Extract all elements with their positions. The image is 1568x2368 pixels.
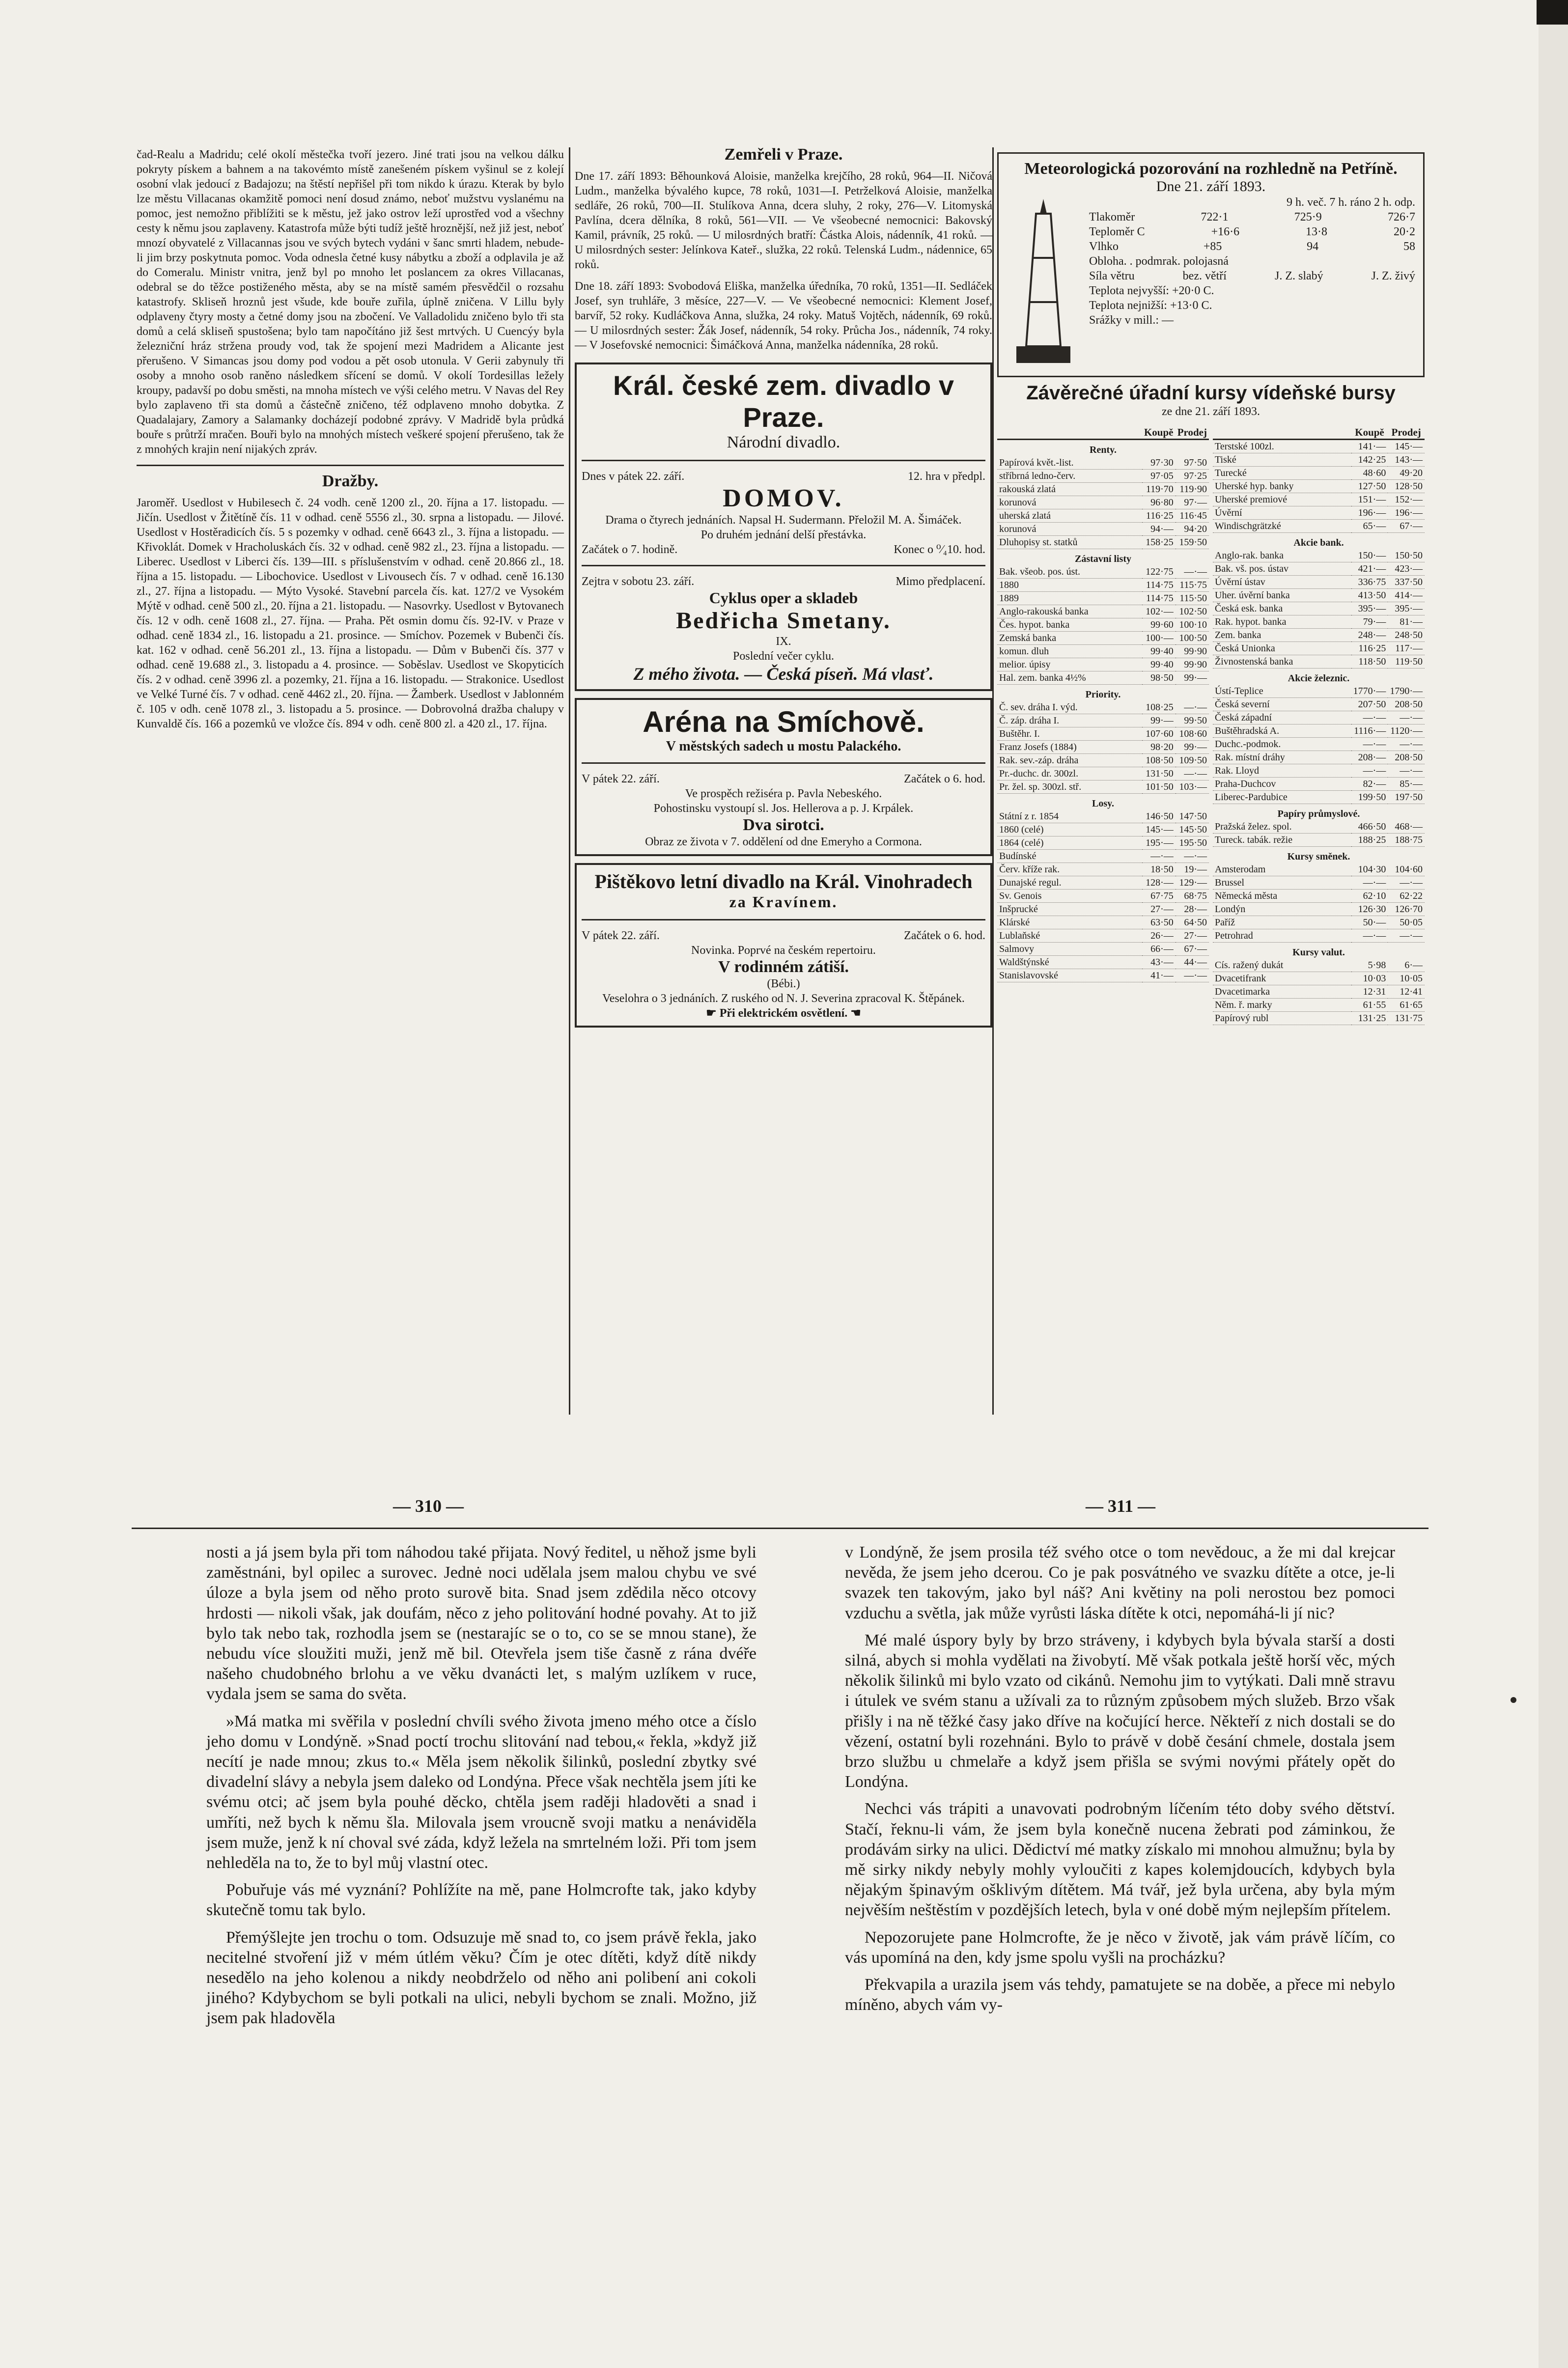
divadlo-sub2: Mimo předplacení. — [896, 575, 985, 588]
divadlo-roman: IX. — [776, 635, 791, 648]
bursa-row: Windischgrätzké 65·— 67·— — [1213, 520, 1425, 533]
divadlo-desc1: Drama o čtyrech jednáních. Napsal H. Sudermann. Přeložil M. A. Šimáček. — [605, 514, 962, 527]
pistek-date: V pátek 22. září. — [582, 929, 660, 942]
pistek-light-text: Při elektrickém osvětlení. — [719, 1007, 848, 1020]
bursa-row: Klárské 63·50 64·50 — [997, 916, 1209, 929]
bursa-row: Rak. sev.-záp. dráha 108·50 109·50 — [997, 754, 1209, 767]
bursa-row: Budínské —·— —·— — [997, 850, 1209, 863]
bursa-row: Uherské hyp. banky 127·50 128·50 — [1213, 480, 1425, 493]
divadlo-subtitle: Národní divadlo. — [727, 433, 840, 451]
bursa-section-heading: Zástavní listy — [1074, 554, 1132, 564]
bursa-row: Č. záp. dráha I. 99·— 99·50 — [997, 714, 1209, 727]
pistek-start: Začátek o 6. hod. — [904, 929, 985, 942]
novel-paragraph: v Londýně, že jsem prosila též svého otce o tom nevědouc, a že mi dal krejcar nevěda, že jsem jeho dcerou. Co je pak posvátného ve svazku dítěte a otce, je-li svazek ten takovým, jako byl náš? Ani květiny na poli nerostou bez pomoci vzduchu a světla, jak může vyrůsti láska dítěte k otci, nepomáhá-li jí nic? — [845, 1543, 1395, 1622]
bursa-row: Česká Unionka 116·25 117·— — [1213, 642, 1425, 655]
bursa-row: Paříž 50·— 50·05 — [1213, 916, 1425, 929]
bursa-section-heading: Renty. — [1090, 445, 1117, 455]
bursa-row: Rak. Lloyd —·— —·— — [1213, 764, 1425, 778]
bursa-row: komun. dluh 99·40 99·90 — [997, 645, 1209, 658]
divadlo-end1: Konec o ⁰⁄₄10. hod. — [894, 543, 985, 556]
bursa-row: 1864 (celé) 195·— 195·50 — [997, 836, 1209, 850]
column-middle-top — [575, 147, 992, 1028]
zemreli-p2: Dne 18. září 1893: Svobodová Eliška, manželka úředníka, 70 roků, 1351—II. Sedláček Josef, syn truhláře, 3 měsíce, 227—V. — Ve všeobecné nemocnici: Klement Josef, barvíř, 52 roky. Kudláčkova Anna, služka, 24 roky. Matuš Vojtěch, nádenník, 69 roků. — U milosrdných sester: Žák Josef, nádenník, 54 roky. Průcha Jos., nádenník, 74 roky. — V Josefovské nemocnici: Šimáčková Anna, manželka nádenníka, 28 roků. — [575, 280, 992, 352]
bursa-row: stříbrná ledno-červ. 97·05 97·25 — [997, 470, 1209, 483]
divadlo-play1: DOMOV. — [723, 484, 844, 512]
divadlo-date2: Zejtra v sobotu 23. září. — [582, 575, 695, 588]
bursa-row: Úvěrní 196·— 196·— — [1213, 506, 1425, 520]
bursa-row: Živnostenská banka 118·50 119·50 — [1213, 655, 1425, 669]
pistek-subtitle: za Kravínem. — [729, 893, 838, 911]
meteo-box — [997, 152, 1425, 377]
column-rule — [569, 147, 570, 1415]
bursa-row: Amsterodam 104·30 104·60 — [1213, 863, 1425, 876]
bursa-row: Pr.-duchc. dr. 300zl. 131·50 —·— — [997, 767, 1209, 780]
bursa-row: Anglo-rakouská banka 102·— 102·50 — [997, 605, 1209, 618]
novel-paragraph: Mé malé úspory byly by brzo stráveny, i kdybych byla bývala starší a dosti silná, abych si mohla vydělati na živobytí. Mě však potkala ještě horší věc, mých několik šilinků mi bylo vzato od cikánů. Nemohu jim to vytýkati. Dali mně stravu i útulek ve svém stanu a užívali za to různým způsobem mých služeb. Brzo však přišly i na ně těžké časy jako dříve na kočující herce. Někteří z nich dostali se do vězení, ostatní byli rozehnáni. Bylo to právě v době česání chmele, dostala jsem brzo službu u chmelaře a když jsem přišla se svými novými přátely opět do Londýna. — [845, 1631, 1395, 1791]
bursa-row: Waldštýnské 43·— 44·— — [997, 956, 1209, 969]
divadlo-sub1: 12. hra v předpl. — [908, 470, 985, 483]
bursa-row: Zem. banka 248·— 248·50 — [1213, 629, 1425, 642]
divider — [582, 565, 985, 566]
pistek-light — [582, 1006, 985, 1021]
meteo-wind: Síla větru bez. větří J. Z. slabý J. Z. živý — [1089, 270, 1415, 282]
bursa-row: Pražská želez. spol. 466·50 468·— — [1213, 820, 1425, 834]
page-number-right: — 311 — — [1086, 1496, 1156, 1516]
divadlo-title: Král. české zem. divadlo v Praze. — [613, 370, 954, 433]
divadlo-start1: Začátek o 7. hodině. — [582, 543, 678, 556]
bursa-row: Petrohrad —·— —·— — [1213, 929, 1425, 943]
bursa-row: Inšprucké 27·— 28·— — [997, 903, 1209, 916]
novel-paragraph: Přemýšlejte jen trochu o tom. Odsuzuje mě snad to, co jsem právě řekla, jako necitelné stvoření již v mém útlém věku? Čím je otec dítěti, když dítě nikdy nesedělo na jeho kolenou a nikdy neobdrželo od něho ani polibení ani cokoli jiného? Kdybychom se byli potkali na ulici, nebyli bychom se znali. Možno, již jsem pak hladověla — [206, 1928, 756, 2028]
meteo-date: Dne 21. září 1893. — [1156, 178, 1266, 195]
bursa-section-heading: Kursy valut. — [1292, 947, 1345, 958]
bursa-row: Anglo-rak. banka 150·— 150·50 — [1213, 549, 1425, 562]
bursa-row: Dluhopisy st. statků 158·25 159·50 — [997, 536, 1209, 549]
page-rule — [132, 1528, 1428, 1529]
scan-corner-mark — [1537, 0, 1568, 25]
bursa-row: Buštěhr. I. 107·60 108·60 — [997, 727, 1209, 741]
bursa-row: Úvěrní ústav 336·75 337·50 — [1213, 576, 1425, 589]
divider — [582, 762, 985, 764]
meteo-row: Tlakoměr 722·1 725·9 726·7 — [1089, 211, 1415, 223]
bursa-row: Sv. Genois 67·75 68·75 — [997, 890, 1209, 903]
bursa-table-right: Koupě Prodej Terstské 100zl. 141·— 145·— Tiské 142·25 143·— Turecké 48·60 49·20 Uherské hyp. banky 127·50 128·50 Uherské premiové 151·— 152·— Úvěrní 196·— 196·— Windischgrätzké 65·— 67·— Akcie bank. Anglo-rak. banka 150·— 150·50 Bak. vš. pos. ústav 421·— 423·— Úvěrní ústav 336·75 337·50 Uher. úvěrní banka 413·50 414·— Česká esk. banka 395·— 395·— Rak. hypot. banka 79·— 81·— Zem. banka 248·— 248·50 Česká Unionka 116·25 117·— Živnostenská banka 118·50 119·50 Akcie železnic. Ústí-Teplice 1770·— 1790·— Česká severní 207·50 208·50 Česká západní —·— —·— Buštěhradská A. 1116·— 1120·— Duchc.-podmok. —·— —·— Rak. místní dráhy 208·— 208·50 Rak. Lloyd —·— —·— Praha-Duchcov 82·— 85·— Liberec-Pardubice 199·50 197·50 Papíry průmyslové. Pražská želez. spol. 466·50 468·— Tureck. tabák. režie 188·25 188·75 Kursy směnek. Amsterodam 104·30 104·60 Brussel —·— —·— Německá města 62·10 62·22 Londýn 126·30 126·70 Paříž 50·— 50·05 Petrohrad —·— —·— Kursy valut. Cís. ražený dukát 5·98 6·— Dvacetifrank 10·03 10·05 Dvacetimarka 12·31 12·41 Něm. ř. marky 61·55 61·65 Papírový rubl 131·25 131·75 — [1213, 426, 1425, 1025]
arena-date: V pátek 22. září. — [582, 773, 660, 785]
novel-paragraph: nosti a já jsem byla při tom náhodou také přijata. Nový ředitel, u něhož jsme byli zaměstnáni, byl opilec a surovec. Jednė noci udělala jsem malou chybu ve své úloze a byla jsem od něho proto surově bita. Snad jsem zdědila něco otcovy hrdosti — nikoli však, jak doufám, něco z jeho politování hodné povahy. At to již bylo tak nebo tak, rozhodla jsem se (nestarajíc se o to, co se se mnou stane), že nebudu více sloužiti muži, jenž mě bil. Otevřela jsem tiše časně z rána dvéře našeho chudobného brlohu a ve věku dvanácti let, s malým uzlíkem v ruce, vydala jsem se sama do světa. — [206, 1543, 756, 1703]
flood-report: čad-Realu a Madridu; celé okolí městečka tvoří jezero. Jiné trati jsou na velkou dálku pokryty pískem a bahnem a na takovémto místě zanešeném pískem vyšinul se z kolejí osobní vlak jedoucí z Badajozu; na štěstí nepřišel při tom nikdo k úrazu. Kterak by bylo lze městu Villacanas okamžitě pomoci není dosud známo, neboť mužstvu vyslanému na pomoc, jest nemožno přiblížiti se k městu, jež jako ostrov leží uprostřed vod a všechny cesty k němu jsou zaplaveny. Katastrofa může býti tudíž ještě hroznější, než již jest, neboť mnozí obyvatelé z Villacannas jsou ve svých bytech vydáni v šanc smrti hladem, nebude-li jim brzy poskytnuta pomoc. Voda odnesla četné kusy nábytku a zboží a odplavila je až do Comeralu. Ministr vnitra, jenž byl po mnoho let poslancem za okres Villacanas, odebral se do těžce postiženého města, aby se na místě samém přesvědčil o rozsahu katastrofy. Skliseň hroznů jest všude, kde bouře zuřila, úplně zničena. V Lillu byly odplaveny čtyry mosty a četné domy jsou na zbočení. Ve Valladolidu zničeno bylo tři sta domů a celá skliseň spustošena; bylo tam napočítáno již šest mrtvých. U Cuencýy byla železniční hráz stržena proudy vod, tak že spojení mezi Madridem a Alicante jest přerušeno. V Simancas jsou domy pod vodou a pět osob utonula. V Gerii zabynuly tři osoby a mnoho osob raněno následkem sřícení se domů. V okolí Tordesillas ležely kroupy, padavší po dobu směsti, na mnoha místech ve výši celého metru. V Navas del Rey bylo zaplaveno tři sta domů a částečně zničeno, též odplaveno mnoho dobytka. Z Quadalajary, Zamory a Salamanky docházejí podobné zprávy. V Madridě byla průdká bouře s průtrží mračen. Bouři bylo na mnohých místech veškeré spojení přerušeno, tak že z mnohých krajin není nijakých zpráv. — [137, 148, 564, 456]
pistek-l1: Novinka. Poprvé na českém repertoiru. — [691, 944, 876, 957]
novel-paragraph: »Má matka mi svěřila v poslední chvíli svého života jmeno mého otce a číslo jeho domu v Londýně. »Snad poctí trochu slitování nad tebou,« řekla, »když již necítí je nade mnou; zkus to.« Měla jsem několik šilinků, poslední zbytky své divadelní slávy a nebyla jsem daleko od Londýna. Přece však nechtěla jsem jíti ke svému otci; ač jsem byla pouhé děcko, chtěla jsem raději hladověti a snad i umříti, než bych k němu šla. Milovala jsem vroucně svoji matku a nenáviděla jsem muže, jenž k ní choval své záda, když ležela na smrtelném loži. Při tom jsem nehleděla na to, že to byl můj vlastní otec. — [206, 1712, 756, 1872]
bursa-row: Č. sev. dráha I. výd. 108·25 —·— — [997, 701, 1209, 714]
divider — [582, 919, 985, 920]
bursa-row: Česká severní 207·50 208·50 — [1213, 698, 1425, 711]
bursa-row: Uher. úvěrní banka 413·50 414·— — [1213, 589, 1425, 602]
bursa-section-heading: Papíry průmyslové. — [1277, 808, 1360, 819]
meteo-srazky: Srážky v mill.: — — [1089, 314, 1174, 327]
bursa-section-heading: Priority. — [1085, 689, 1121, 700]
bursa-row: Duchc.-podmok. —·— —·— — [1213, 738, 1425, 751]
novel-page-311 — [845, 1542, 1395, 2022]
bursa-row: Brussel —·— —·— — [1213, 876, 1425, 890]
meteo-times: 9 h. več. 7 h. ráno 2 h. odp. — [1287, 196, 1415, 209]
pistek-title: Pištěkovo letní divadlo na Král. Vinohradech — [594, 870, 973, 892]
bursa-row: korunová 96·80 97·— — [997, 496, 1209, 509]
bursa-table-left: Koupě Prodej Renty. Papírová květ.-list. 97·30 97·50 stříbrná ledno-červ. 97·05 97·25 rakouská zlatá 119·70 119·90 korunová 96·80 97·— uherská zlatá 116·25 116·45 korunová 94·— 94·20 Dluhopisy st. statků 158·25 159·50 Zástavní listy Bak. všeob. pos. úst. 122·75 —·— 1880 114·75 115·75 1889 114·75 115·50 Anglo-rakouská banka 102·— 102·50 Čes. hypot. banka 99·60 100·10 Zemská banka 100·— 100·50 komun. dluh 99·40 99·90 melior. úpisy 99·40 99·90 Hal. zem. banka 4½% 98·50 99·— Priority. Č. sev. dráha I. výd. 108·25 —·— Č. záp. dráha I. 99·— 99·50 Buštěhr. I. 107·60 108·60 Franz Josefs (1884) 98·20 99·— Rak. sev.-záp. dráha 108·50 109·50 Pr.-duchc. dr. 300zl. 131·50 —·— Pr. žel. sp. 300zl. stř. 101·50 103·— Losy. Státní z r. 1854 146·50 147·50 1860 (celé) 145·— 145·50 1864 (celé) 195·— 195·50 Budínské —·— —·— Červ. kříže rak. 18·50 19·— Dunajské regul. 128·— 129·— Sv. Genois 67·75 68·75 Inšprucké 27·— 28·— Klárské 63·50 64·50 Lublaňské 26·— 27·— Salmovy 66·— 67·— Waldštýnské 43·— 44·— Stanislavovské 41·— —·— — [997, 426, 1209, 982]
bursa-row: Tureck. tabák. režie 188·25 188·75 — [1213, 834, 1425, 847]
arena-title: Aréna na Smíchově. — [643, 705, 924, 738]
pistek-desc: Veselohra o 3 jednáních. Z ruského od N. J. Severina zpracoval K. Štěpánek. — [602, 992, 965, 1005]
novel-paragraph: Pobuřuje vás mé vyznání? Pohlížíte na mě, pane Holmcrofte tak, jako kdyby skutečně tomu tak bylo. — [206, 1881, 756, 1920]
bursa-row: Liberec-Pardubice 199·50 197·50 — [1213, 791, 1425, 804]
bursa-section-heading: Akcie železnic. — [1288, 673, 1350, 684]
meteo-min: Teplota nejnižší: +13·0 C. — [1089, 299, 1212, 312]
bursa-row: Rak. místní dráhy 208·— 208·50 — [1213, 751, 1425, 764]
meteo-row: Teploměr C +16·6 13·8 20·2 — [1089, 225, 1415, 238]
bursa-row: rakouská zlatá 119·70 119·90 — [997, 483, 1209, 496]
bursa-row: Bak. vš. pos. ústav 421·— 423·— — [1213, 562, 1425, 576]
bursa-row: Papírová květ.-list. 97·30 97·50 — [997, 456, 1209, 470]
arena-play: Dva sirotci. — [743, 816, 824, 834]
divadlo-composer: Bedřicha Smetany. — [676, 608, 891, 634]
drazby-text: Jaroměř. Usedlost v Hubilesech č. 24 vodh. ceně 1200 zl., 20. října a 17. listopadu. — Jičín. Usedlost v Žitětíně čís. 11 v odhad. ceně 5556 zl., 30. srpna a listopadu. — Jilové. Usedlost v Hostěradicích čís. 5 s pozemky v odhad. ceně 6643 zl., 3. října a listopadu. — Křivoklát. Domek v Hracholuskách čís. 32 v odhad. ceně 982 zl., 23. října a listopadu. — Liberec. Usedlost v Liberci čís. 139—III. s příslušenstvím v odhad. ceně 20.866 zl., 18. října a 15. listopadu. — Libochovice. Usedlost v Livousech čís. 7 v odhad. ceně 16.130 zl., 27. října a listopadu. — Mýto Vysoké. Stavební parcela čís. kat. 127/2 ve Vysokém Mýtě v odhad. ceně 500 zl., 20. října a 21. listopadu. — Nasovrky. Usedlost v Bytovanech čís. 12 v odh. ceně 1608 zl., 27. října. — Praha. Pět osmin domu čís. 92-IV. v Praze v odhad. ceně 1834 zl., 16. listopadu a 21. prosince. — Smíchov. Pozemek v Bubenči čís. kat. 162 v odhad. ceně 56.201 zl., 13. října a listopadu. — Dům v Bubenči čís. 377 v odhad. ceně 19.688 zl., 3. listopadu a 4. prosince. — Soběslav. Usedlost ve Skopyticích čís. 2 v odhad. ceně 3996 zl. a pozemky, 21. října a 16. listopadu. — Strakonice. Usedlost ve Velké Turné čís. 7 v odhad. ceně 4462 zl., 20. října. — Žamberk. Usedlost v Jablonném č. 105 v odh. ceně 1078 zl., 3. listopadu a 5. prosince. — Dobrovolná dražba chalupy v Kunvaldě čís. 166 a pozemků ve vložce čís. 894 v odh. ceně 800 zl. a 420 zl., 17. října. — [137, 497, 564, 730]
novel-paragraph: Nechci vás trápiti a unavovati podrobným líčením této doby svého dětství. Stačí, řeknu-li vám, že jsem byla konečně nucena žebrati pod záminkou, že prodávám sirky na ulici. Dědictví mé matky získalo mi mnohou almužnu; byla by mě sirky nikdy nebyly mohly vyloučiti z kapes kolemjdoucích, kdybych byla nějakým špinavým ošklivým dítětem. Má tvář, jež byla určena, aby byla mým nejvěším neštěstím v pozdějších letech, byla v oné době mým nejlepším přítelem. — [845, 1800, 1395, 1920]
bursa-row: Buštěhradská A. 1116·— 1120·— — [1213, 724, 1425, 738]
zemreli-heading: Zemřeli v Praze. — [724, 145, 843, 164]
pistek-play: V rodinném zátiší. — [718, 958, 849, 976]
bursa-row: 1860 (celé) 145·— 145·50 — [997, 823, 1209, 836]
divider — [582, 460, 985, 461]
bursa-row: Čes. hypot. banka 99·60 100·10 — [997, 618, 1209, 632]
bursa-row: 1889 114·75 115·50 — [997, 592, 1209, 605]
bursa-date: ze dne 21. září 1893. — [1162, 405, 1260, 418]
bursa-row: Cís. ražený dukát 5·98 6·— — [1213, 959, 1425, 972]
pointing-hand-icon: ☛ — [706, 1007, 720, 1020]
bursa-row: Červ. kříže rak. 18·50 19·— — [997, 863, 1209, 876]
divadlo-works: Z mého života. — Česká píseň. Má vlasť. — [633, 664, 934, 684]
divider — [137, 465, 564, 466]
bursa-row: Uherské premiové 151·— 152·— — [1213, 493, 1425, 506]
bursa-row: Německá města 62·10 62·22 — [1213, 890, 1425, 903]
bursa-row: Ústí-Teplice 1770·— 1790·— — [1213, 685, 1425, 698]
bursa-row: Dvacetifrank 10·03 10·05 — [1213, 972, 1425, 985]
novel-paragraph: Nepozorujete pane Holmcrofte, že je něco v životě, jak vám právě líčím, co vás upomíná na den, kdy jsme spolu vyšli na procházku? — [845, 1928, 1395, 1967]
bursa-row: Dvacetimarka 12·31 12·41 — [1213, 985, 1425, 999]
meteo-title: Meteorologická pozorování na rozhledně na Petříně. — [1024, 160, 1398, 178]
bursa-row: korunová 94·— 94·20 — [997, 523, 1209, 536]
arena-desc: Obraz ze života v 7. oddělení od dne Emeryho a Cormona. — [645, 836, 922, 848]
bursa-row: Salmovy 66·— 67·— — [997, 943, 1209, 956]
column-right-top — [997, 147, 1425, 1025]
bursa-row: Tiské 142·25 143·— — [1213, 453, 1425, 467]
column-left-top — [137, 147, 564, 738]
arena-start: Začátek o 6. hod. — [904, 773, 985, 785]
bursa-row: Lublaňské 26·— 27·— — [997, 929, 1209, 943]
divadlo-last: Poslední večer cyklu. — [733, 650, 834, 663]
bursa-row: Česká esk. banka 395·— 395·— — [1213, 602, 1425, 615]
bursa-row: Státní z r. 1854 146·50 147·50 — [997, 810, 1209, 823]
arena-l2: Pohostinsku vystoupí sl. Jos. Hellerova a p. J. Krpálek. — [653, 802, 914, 815]
petrin-tower-icon — [1007, 199, 1080, 366]
bursa-row: Zemská banka 100·— 100·50 — [997, 632, 1209, 645]
pointing-hand-icon: ☚ — [847, 1007, 861, 1020]
scan-margin — [1539, 0, 1568, 2368]
binding-hole-mark — [1511, 1697, 1516, 1703]
bursa-row: Bak. všeob. pos. úst. 122·75 —·— — [997, 565, 1209, 579]
drazby-heading: Dražby. — [322, 472, 379, 490]
meteo-row: Vlhko +85 94 58 — [1089, 240, 1415, 253]
pistek-notice — [575, 863, 992, 1028]
bursa-row: Franz Josefs (1884) 98·20 99·— — [997, 741, 1209, 754]
arena-l1: Ve prospěch režiséra p. Pavla Nebeského. — [685, 787, 882, 800]
bursa-row: uherská zlatá 116·25 116·45 — [997, 509, 1209, 523]
bursa-row: Turecké 48·60 49·20 — [1213, 467, 1425, 480]
bursa-row: Rak. hypot. banka 79·— 81·— — [1213, 615, 1425, 629]
zemreli-p1: Dne 17. září 1893: Běhounková Aloisie, manželka krejčího, 28 roků, 964—II. Ničová Ludm., manželka bývalého kupce, 78 roků, 1031—I. Petrželková Aloisie, manželka sedláře, 26 roků, 700—II. Stulíkova Anna, dcera sluhy, 2 roky, 276—V. Litomyská Pavlína, dcera dělníka, 8 roků, 561—VII. — Ve všeobecné nemocnici: Bakovský Kamil, právník, 25 roků. — U milosrdných bratří: Částka Alois, nádenník, 41 roků. — U milosrdných sester: Jelínkova Kateř., služka, 22 roků. Telenská Ludm., nádennice, 65 roků. — [575, 170, 992, 271]
bursa-row: Londýn 126·30 126·70 — [1213, 903, 1425, 916]
meteo-max: Teplota nejvyšší: +20·0 C. — [1089, 284, 1214, 297]
divadlo-notice — [575, 362, 992, 691]
bursa-row: Hal. zem. banka 4½% 98·50 99·— — [997, 671, 1209, 685]
bursa-section-heading: Kursy směnek. — [1287, 851, 1350, 862]
pistek-bebi: (Bébi.) — [767, 977, 800, 990]
bursa-section — [997, 382, 1425, 1025]
arena-subtitle: V městských sadech u mostu Palackého. — [666, 739, 901, 754]
bursa-section-heading: Akcie bank. — [1293, 537, 1344, 548]
bursa-section-heading: Losy. — [1092, 798, 1115, 809]
divadlo-cycle: Cyklus oper a skladeb — [709, 589, 858, 607]
column-rule — [992, 147, 994, 1415]
bursa-row: Dunajské regul. 128·— 129·— — [997, 876, 1209, 890]
bursa-row: 1880 114·75 115·75 — [997, 579, 1209, 592]
bursa-title: Závěrečné úřadní kursy vídeňské bursy — [1026, 382, 1396, 404]
bursa-row: Stanislavovské 41·— —·— — [997, 969, 1209, 982]
arena-notice — [575, 698, 992, 856]
novel-paragraph: Překvapila a urazila jsem vás tehdy, pamatujete se na doběe, a přece mi nebylo míněno, abych vám vy- — [845, 1976, 1395, 2014]
bursa-row: melior. úpisy 99·40 99·90 — [997, 658, 1209, 671]
meteo-obloha: Obloha. . podmrak. polojasná — [1089, 255, 1229, 268]
bursa-row: Česká západní —·— —·— — [1213, 711, 1425, 724]
bursa-row: Pr. žel. sp. 300zl. stř. 101·50 103·— — [997, 780, 1209, 794]
page-number-left: — 310 — — [393, 1496, 464, 1516]
bursa-row: Praha-Duchcov 82·— 85·— — [1213, 778, 1425, 791]
divadlo-note1: Po druhém jednání delší přestávka. — [700, 529, 867, 541]
divadlo-date1: Dnes v pátek 22. září. — [582, 470, 685, 483]
bursa-row: Terstské 100zl. 141·— 145·— — [1213, 440, 1425, 453]
bursa-row: Něm. ř. marky 61·55 61·65 — [1213, 999, 1425, 1012]
novel-page-310 — [206, 1542, 756, 2035]
bursa-row: Papírový rubl 131·25 131·75 — [1213, 1012, 1425, 1025]
